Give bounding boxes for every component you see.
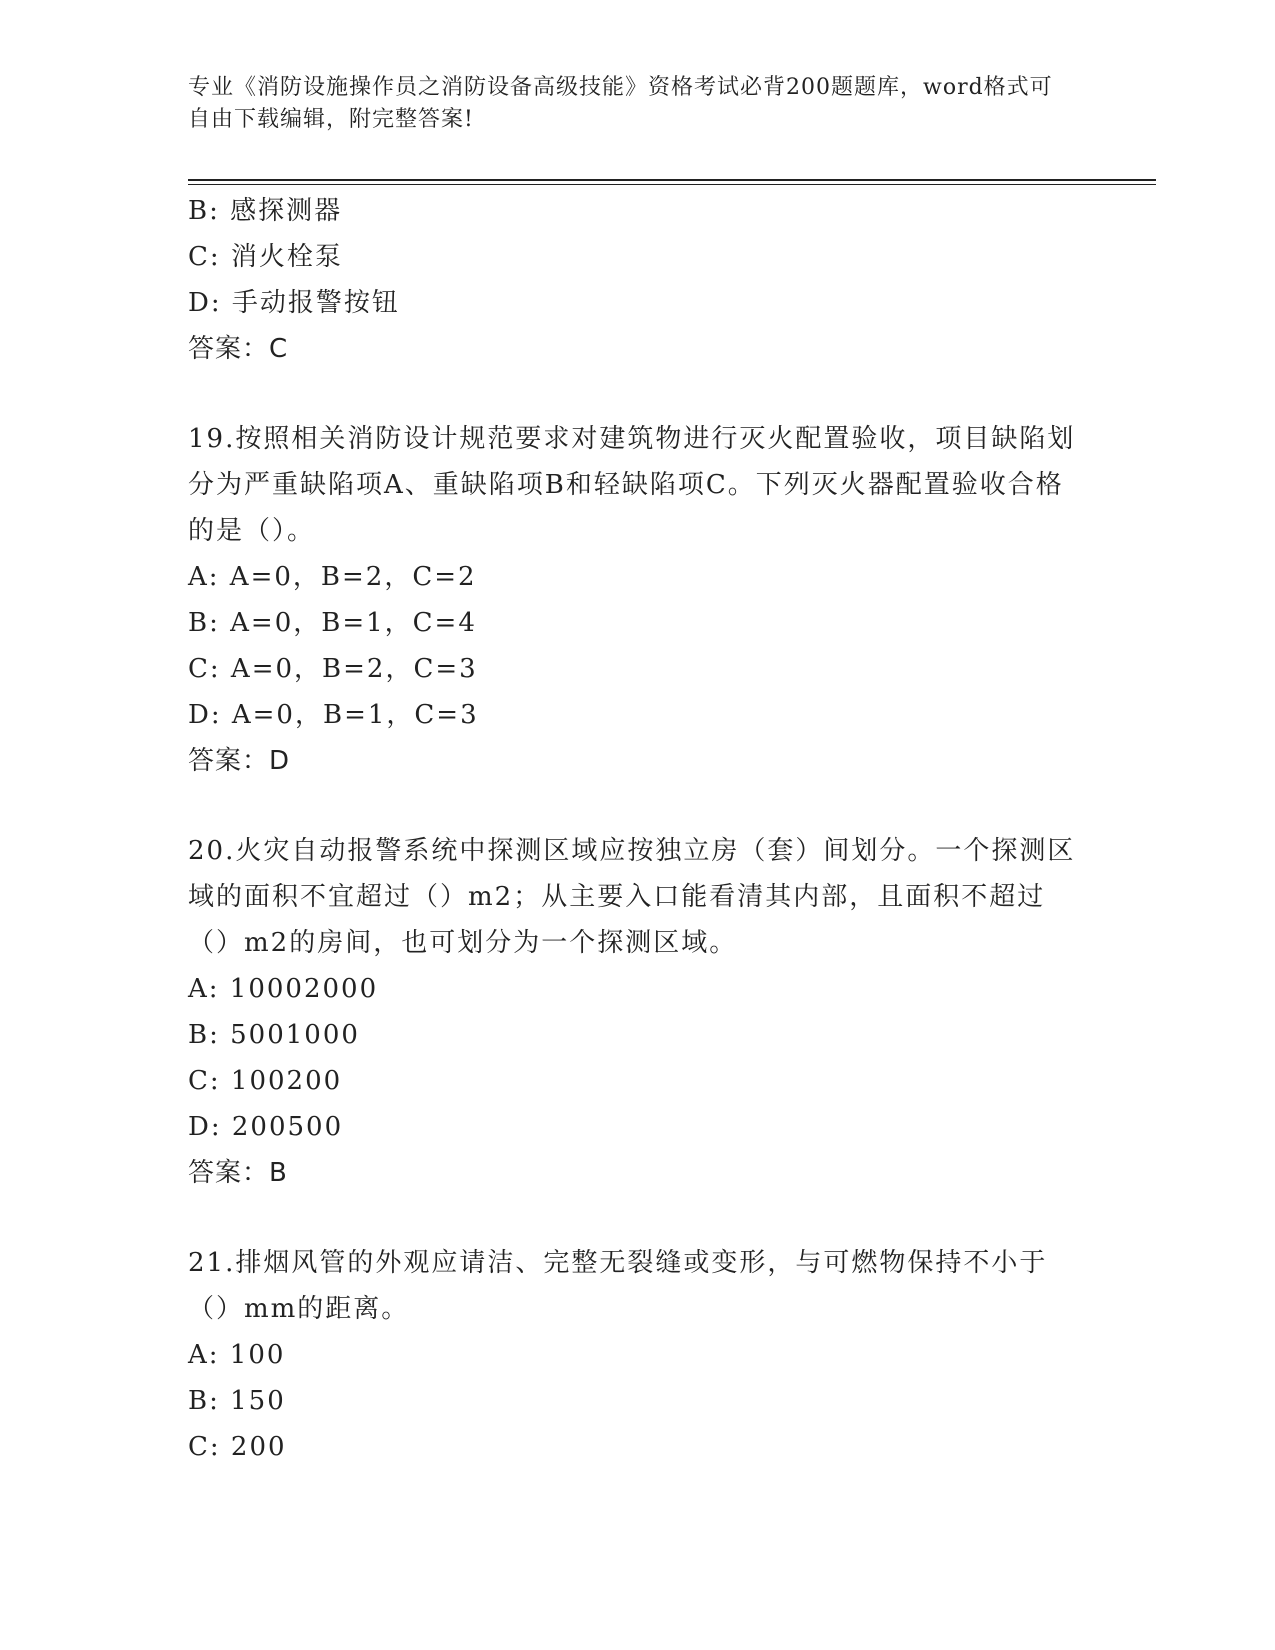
document-body — [188, 188, 1088, 1470]
answer-line: 答案：B — [188, 1158, 288, 1188]
option-d: D: 200500 — [188, 1112, 344, 1142]
option-b: B: A=0，B=1，C=4 — [188, 608, 477, 638]
option-b: B: 感探测器 — [188, 196, 343, 226]
option-c: C: A=0，B=2，C=3 — [188, 654, 478, 684]
answer-line: 答案：D — [188, 746, 291, 776]
option-a: A: A=0，B=2，C=2 — [188, 562, 477, 592]
question-20 — [188, 828, 1088, 1196]
question-text: 21.排烟风管的外观应请洁、完整无裂缝或变形，与可燃物保持不小于（）mm的距离。 — [188, 1248, 1048, 1324]
option-c: C: 200 — [188, 1432, 287, 1462]
question-21 — [188, 1240, 1088, 1470]
question-19 — [188, 416, 1088, 784]
option-d: D: 手动报警按钮 — [188, 288, 400, 318]
option-d: D: A=0，B=1，C=3 — [188, 700, 479, 730]
question-text: 20.火灾自动报警系统中探测区域应按独立房（套）间划分。一个探测区域的面积不宜超过（）m2；从主要入口能看清其内部，且面积不超过（）m2的房间，也可划分为一个探测区域。 — [188, 836, 1076, 958]
option-c: C: 消火栓泵 — [188, 242, 343, 272]
question-18-continuation — [188, 188, 1088, 372]
option-b: B: 150 — [188, 1386, 286, 1416]
option-c: C: 100200 — [188, 1066, 343, 1096]
answer-line: 答案：C — [188, 334, 289, 364]
header-rule-thin — [188, 184, 1156, 185]
option-a: A: 100 — [188, 1340, 286, 1370]
question-text: 19.按照相关消防设计规范要求对建筑物进行灭火配置验收，项目缺陷划分为严重缺陷项A、重缺陷项B和轻缺陷项C。下列灭火器配置验收合格的是（）。 — [188, 424, 1076, 546]
option-b: B: 5001000 — [188, 1020, 360, 1050]
page-header: 专业《消防设施操作员之消防设备高级技能》资格考试必背200题题库，word格式可自由下载编辑，附完整答案! — [188, 75, 1053, 132]
option-a: A: 10002000 — [188, 974, 379, 1004]
header-rule-thick — [188, 179, 1156, 181]
